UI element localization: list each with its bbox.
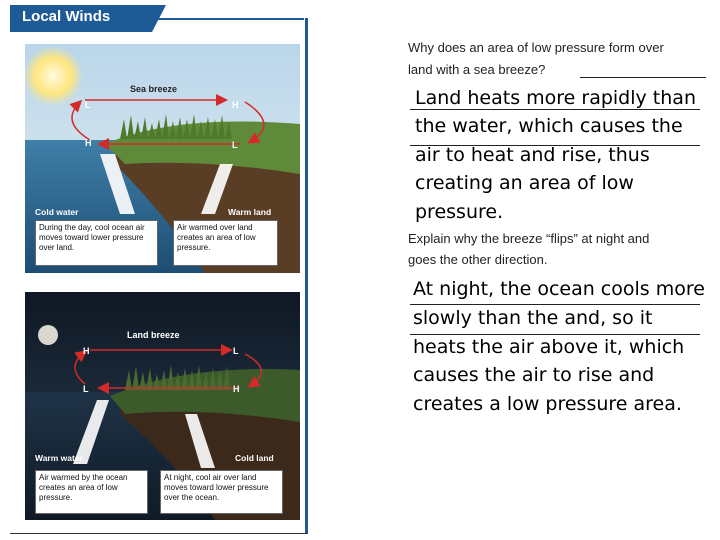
answer-1-line-5: pressure. bbox=[415, 201, 504, 223]
header-rule bbox=[152, 18, 304, 20]
local-winds-figure bbox=[10, 5, 308, 533]
question-1-line-2: land with a sea breeze? bbox=[408, 62, 546, 77]
day-bottom-left-marker: H bbox=[85, 138, 92, 148]
sun-icon bbox=[25, 46, 83, 106]
question-1-line-1: Why does an area of low pressure form over bbox=[408, 40, 664, 55]
day-caption-left: During the day, cool ocean air moves toward lower pressure over land. bbox=[35, 220, 158, 266]
night-top-right-marker: L bbox=[233, 346, 239, 356]
night-bottom-right-marker: H bbox=[233, 384, 240, 394]
answer-blank-line bbox=[580, 77, 706, 78]
night-bottom-left-marker: L bbox=[83, 384, 89, 394]
cold-water-label: Cold water bbox=[35, 207, 79, 217]
night-caption-left: Air warmed by the ocean creates an area of low pressure. bbox=[35, 470, 148, 514]
warm-water-label: Warm water bbox=[35, 453, 83, 463]
answer-2-line-2: slowly than the and, so it bbox=[413, 307, 653, 329]
day-caption-right: Air warmed over land creates an area of low pressure. bbox=[173, 220, 278, 266]
sea-breeze-label: Sea breeze bbox=[130, 84, 178, 94]
answer-1-line-3: air to heat and rise, thus bbox=[415, 144, 650, 166]
answer-1-line-4: creating an area of low bbox=[415, 172, 634, 194]
answer-2-line-5: creates a low pressure area. bbox=[413, 393, 682, 415]
land-breeze-label: Land breeze bbox=[127, 330, 180, 340]
answer-1-line-2: the water, which causes the bbox=[415, 115, 683, 137]
figure-header bbox=[10, 5, 152, 32]
day-bottom-right-marker: L bbox=[232, 140, 238, 150]
figure-border bbox=[305, 18, 308, 533]
cold-land-label: Cold land bbox=[235, 453, 274, 463]
warm-land-label: Warm land bbox=[228, 207, 272, 217]
answer-2-line-1: At night, the ocean cools more bbox=[413, 278, 705, 300]
sea-breeze-panel bbox=[25, 44, 300, 273]
night-caption-right: At night, cool air over land moves toward lower pressure over the ocean. bbox=[160, 470, 283, 514]
figure-title: Local Winds bbox=[22, 8, 111, 25]
question-2-line-2: goes the other direction. bbox=[408, 252, 548, 267]
moon-icon bbox=[38, 325, 58, 345]
answer-1-line-1: Land heats more rapidly than bbox=[415, 87, 696, 109]
land-breeze-panel bbox=[25, 292, 300, 520]
question-2-line-1: Explain why the breeze “flips” at night and bbox=[408, 231, 650, 246]
day-top-left-marker: L bbox=[85, 100, 91, 110]
figure-bottom-rule bbox=[10, 533, 308, 534]
day-top-right-marker: H bbox=[232, 100, 239, 110]
answer-2-line-4: causes the air to rise and bbox=[413, 364, 655, 386]
night-top-left-marker: H bbox=[83, 346, 90, 356]
answer-2-line-3: heats the air above it, which bbox=[413, 336, 685, 358]
